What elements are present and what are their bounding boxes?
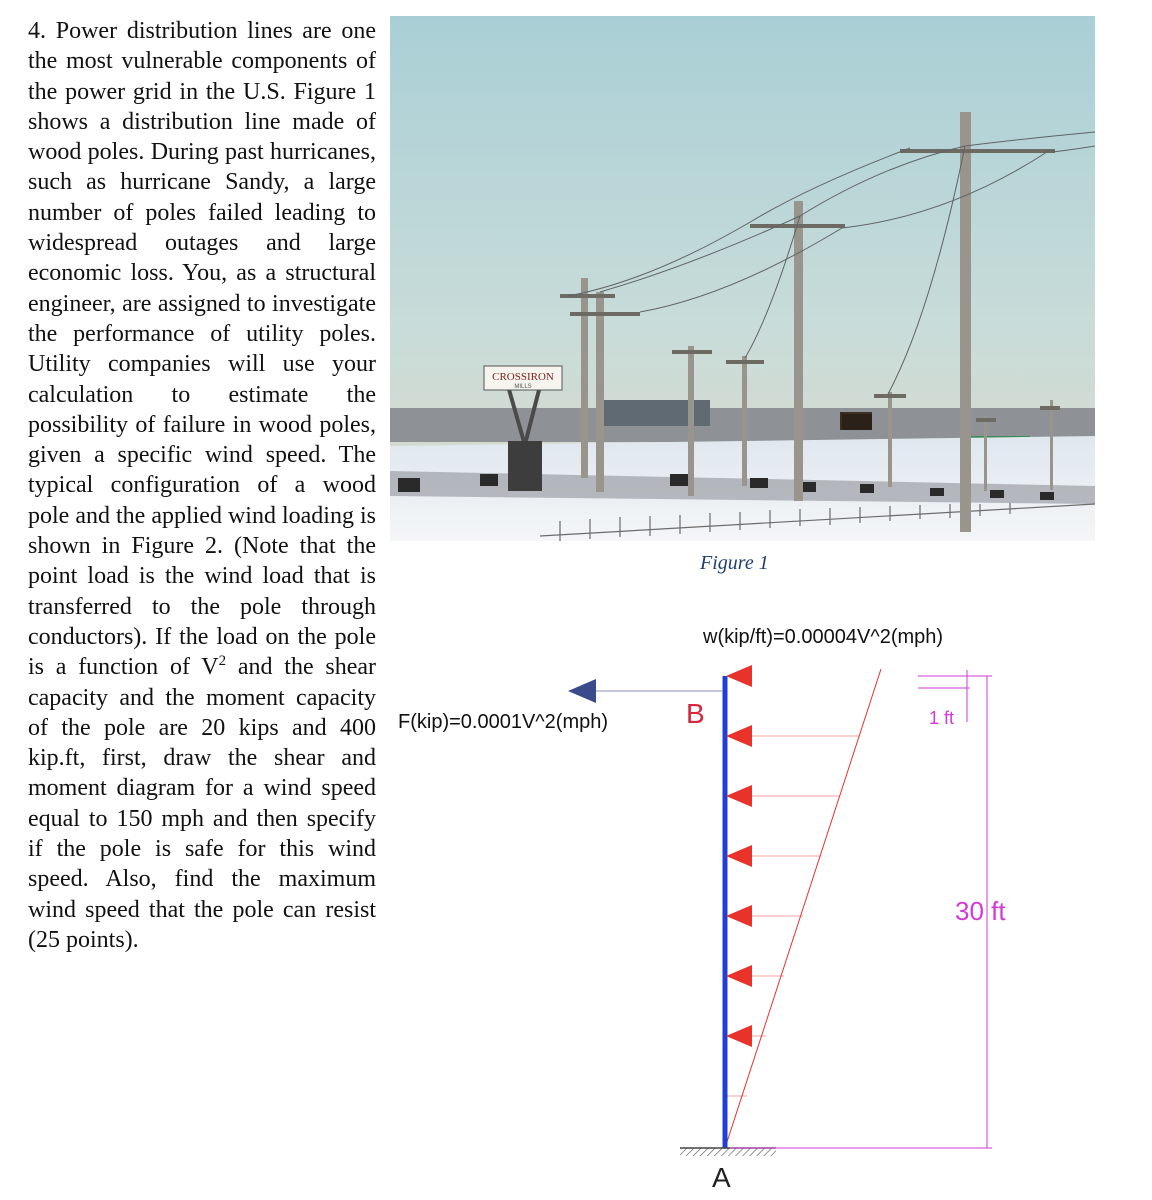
wind-arrow <box>726 785 752 807</box>
distributed-load-label: w(kip/ft)=0.00004V^2(mph) <box>703 626 944 648</box>
figure1-photo <box>390 16 1095 541</box>
problem-text-main: Power distribution lines are one the most vulnerable components of the power grid in the U.S. Figure 1 shows a distribution line made of wood poles. During past hurricanes, such as hurricane Sandy, a large number of poles failed leading to widespread outages and large economic loss. You, as a structural engineer, are assigned to investigate the performance of utility poles. Utility companies will use your calculation to estimate the possibility of failure in wood poles, given a specific wind speed. The typical configuration of a wood pole and the applied wind loading is shown in Figure 2. (Note that the point load is the wind load that is transferred to the pole through conductors). If the load on the pole is a function of V <box>28 18 376 681</box>
height-dimension-label: 30 ft <box>955 896 1006 926</box>
problem-number: 4. <box>28 18 46 44</box>
sign-subtext: MILLS <box>514 384 532 390</box>
fixed-support <box>680 1148 776 1156</box>
wind-load-arrows <box>726 665 752 1047</box>
wind-arrow <box>726 665 752 687</box>
power-lines-photo <box>390 16 1095 541</box>
wind-arrow <box>726 1025 752 1047</box>
wind-arrow <box>726 905 752 927</box>
offset-dimension-label: 1 ft <box>929 708 955 728</box>
figure1-caption: Figure 1 <box>700 552 769 574</box>
wind-arrow <box>726 725 752 747</box>
dimension-lines <box>730 670 992 1148</box>
point-a-label: A <box>712 1162 731 1193</box>
problem-text-rest: and the shear capacity and the moment capacity of the pole are 20 kips and 400 kip.ft, first, draw the shear and moment diagram for a wind speed equal to 150 mph and then specify if the pole is safe for this wind speed. Also, find the maximum wind speed that the pole can resist (25 points). <box>28 654 376 953</box>
wind-arrow <box>726 965 752 987</box>
superscript-exponent: 2 <box>218 653 227 670</box>
figure2-diagram <box>390 610 1090 1200</box>
wind-arrow <box>726 845 752 867</box>
problem-statement <box>28 16 376 955</box>
point-b-label: B <box>686 698 705 729</box>
sign-text: CROSSIRON <box>492 371 554 383</box>
point-load-label: F(kip)=0.0001V^2(mph) <box>398 711 609 733</box>
